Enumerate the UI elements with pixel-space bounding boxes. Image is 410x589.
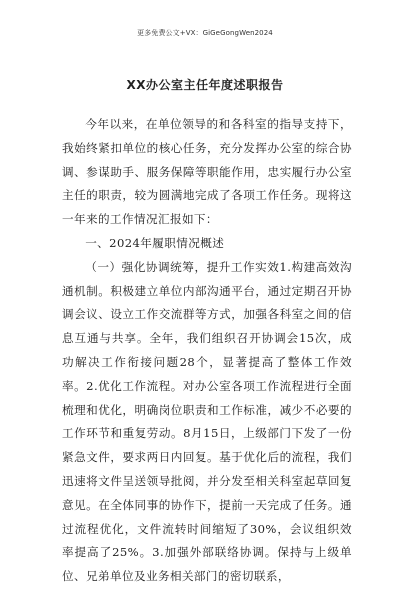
header-note: 更多免费公文+VX：GiGeGongWen2024: [137, 29, 273, 37]
document-title: XX办公室主任年度述职报告: [126, 78, 284, 92]
section-heading: 一、2024年履职情况概述: [85, 235, 225, 250]
intro-paragraph: 今年以来，在单位领导的和各科室的指导支持下，我始终紧扣单位的核心任务，充分发挥办公室的综合协调、参谋助手、服务保障等职能作用，忠实履行办公室主任的职责，较为圆满地完成了各项工作任务。现将这一年来的工作情况汇报如下：: [62, 117, 352, 227]
body-paragraph: （一）强化协调统筹，提升工作实效1.构建高效沟通机制。积极建立单位内部沟通平台，通过定期召开协调会议、设立工作交流群等方式，加强各科室之间的信息互通与共享。全年，我们组织召开协调会15次，成功解决工作衔接问题28个，显著提高了整体工作效率。2.优化工作流程。对办公室各项工作流程进行全面梳理和优化，明确岗位职责和工作标准，减少不必要的工作环节和重复劳动。8月15日，上级部门下发了一份紧急文件，要求两日内回复。基于优化后的流程，我们迅速将文件呈送领导批阅，并分发至相关科室起草回复意见。在全体同事的协作下，提前一天完成了任务。通过流程优化，文件流转时间缩短了30%，会议组织效率提高了25%。3.加强外部联络协调。保持与上级单位、兄弟单位及业务相关部门的密切联系，: [62, 259, 352, 584]
document-body: [62, 113, 352, 589]
